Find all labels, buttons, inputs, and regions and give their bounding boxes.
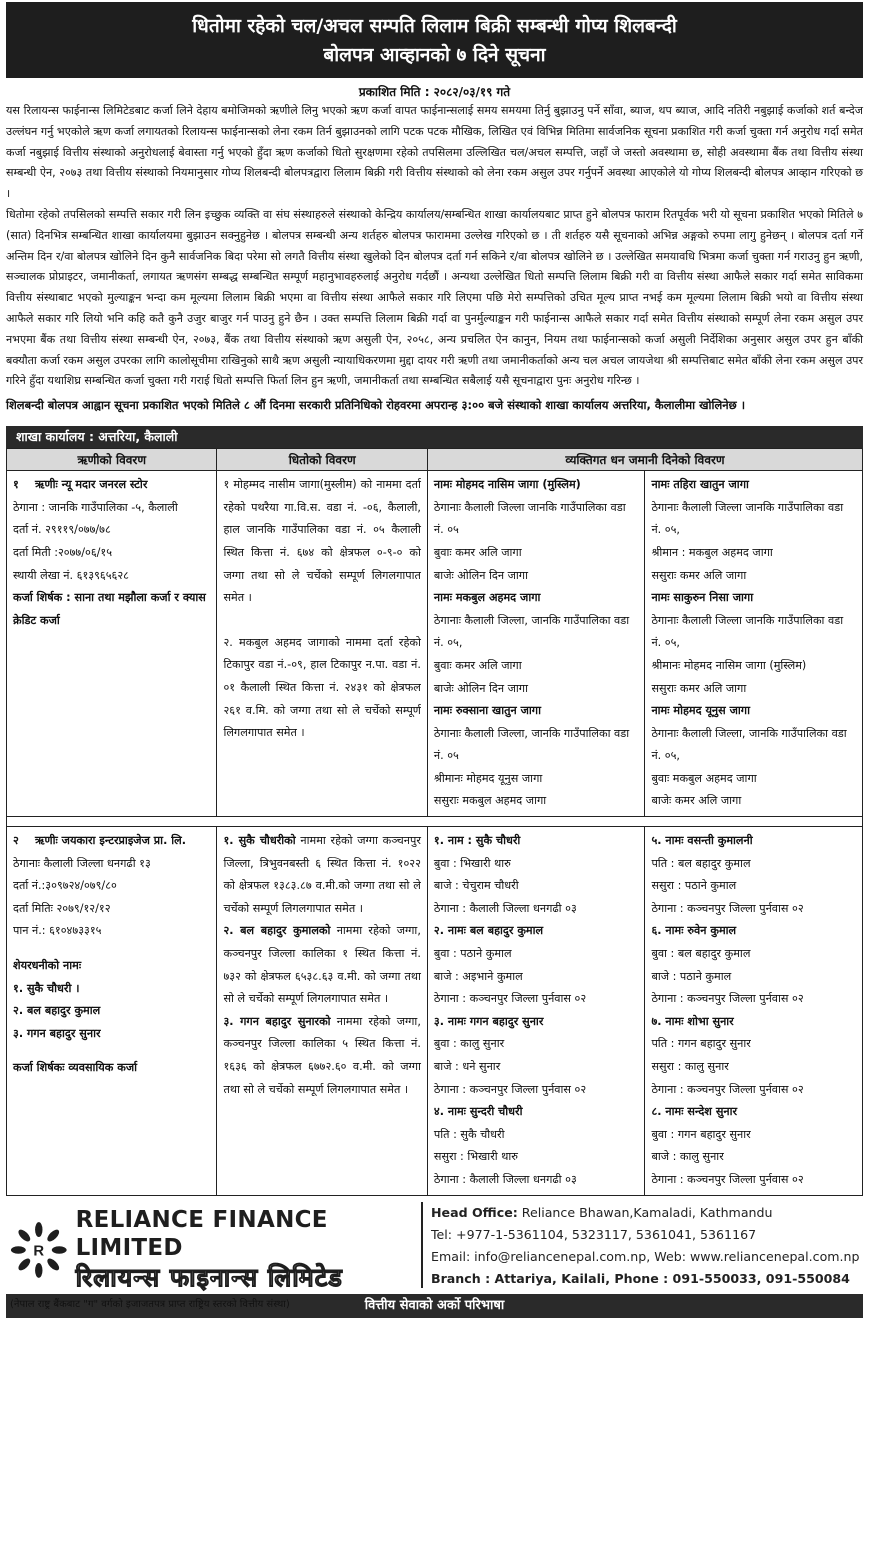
collateral-owner: १. सुकै चौधरीको bbox=[223, 834, 296, 848]
reliance-logo-icon bbox=[10, 1219, 68, 1281]
guarantor-detail: ससुरा : पठाने कुमाल bbox=[651, 879, 737, 893]
collateral-item bbox=[223, 920, 420, 1010]
guarantor-name: नामः मोहमद यूनुस जागा bbox=[651, 704, 750, 718]
guarantor-detail: ठेगाना : कञ्चनपुर जिल्ला पुर्नवास ०२ bbox=[651, 901, 804, 915]
company-name-np: रिलायन्स फाइनान्स लिमिटेड bbox=[75, 1262, 343, 1292]
svg-text:R: R bbox=[33, 1243, 45, 1260]
guarantor-detail: पति : बल बहादुर कुमाल bbox=[651, 856, 751, 870]
borrower-name: ऋणीः जयकारा इन्टरप्राइजेज प्रा. लि. bbox=[35, 834, 186, 848]
collateral-text: नाममा रहेको जग्गा, कञ्चनपुर जिल्ला कालिका ५ स्थित कित्ता नं. १६३६ को क्षेत्रफल ६७७२.६० व.मी. को जग्गा तथा सो ले चर्चेको सम्पूर्ण लिगलगापात समेत । bbox=[223, 1014, 421, 1096]
guarantor-name: ५. नामः वसन्ती कुमालनी bbox=[651, 834, 753, 848]
notice-title-line-2: बोलपत्र आव्हानको ७ दिने सूचना bbox=[323, 44, 546, 66]
email-web: Email: info@reliancenepal.com.np, Web: www.reliancenepal.com.np bbox=[431, 1248, 860, 1264]
notice-paragraph-3: शिलबन्दी बोलपत्र आह्वान सूचना प्रकाशित भएको मितिले ८ औं दिनमा सरकारी प्रतिनिधिको रोहवरमा अपरान्ह ३:०० बजे संस्थाको शाखा कार्यालय अत्तरिया, कैलालीमा खोलिनेछ । bbox=[6, 398, 746, 413]
published-date: प्रकाशित मिति : २०८२/०३/१९ गते bbox=[358, 85, 511, 99]
borrower-pan: स्थायी लेखा नं. ६१३९६५६२८ bbox=[13, 568, 129, 582]
guarantor-name: नामः साकुरुन निसा जागा bbox=[651, 591, 754, 605]
borrower-address: ठेगाना : जानकि गाउँपालिका -५, कैलाली bbox=[13, 500, 178, 514]
guarantor-name: ७. नामः शोभा सुनार bbox=[651, 1014, 734, 1028]
guarantor-detail: ठेगाना : कञ्चनपुर जिल्ला पुर्नवास ०२ bbox=[651, 1082, 804, 1096]
guarantor-detail: बाजेः ओलिन दिन जागा bbox=[433, 681, 529, 695]
collateral-cell-2 bbox=[217, 827, 427, 1196]
guarantor-detail: ठेगाना : कञ्चनपुर जिल्ला पुर्नवास ०२ bbox=[433, 1082, 587, 1096]
guarantor-detail: ठेगानाः कैलाली जिल्ला जानकि गाउँपालिका वडा नं. ०५, bbox=[651, 613, 844, 650]
branch-bar: शाखा कार्यालय : अत्तरिया, कैलाली bbox=[6, 426, 863, 448]
borrower-name: ऋणीः न्यू मदार जनरल स्टोर bbox=[35, 478, 148, 492]
guarantor-detail: बाजे : चेचुराम चौधरी bbox=[433, 879, 519, 893]
guarantor-detail: बुवा : भिखारी थारु bbox=[433, 856, 511, 870]
borrower-cell-2 bbox=[7, 827, 217, 1196]
guarantor-name: २. नामः बल बहादुर कुमाल bbox=[433, 924, 544, 938]
guarantor-detail: ससुराः कमर अलि जागा bbox=[651, 681, 747, 695]
guarantor-detail: ससुरा : कालु सुनार bbox=[651, 1060, 729, 1073]
borrower-cell-1 bbox=[7, 471, 217, 817]
shareholder-item: १. सुकै चौधरी । bbox=[13, 981, 80, 995]
collateral-owner: २. बल बहादुर कुमालको bbox=[223, 924, 331, 938]
borrower-number: २ bbox=[13, 834, 19, 848]
guarantor-detail: बाजे : कालु सुनार bbox=[651, 1150, 724, 1164]
header-borrower: ऋणीको विवरण bbox=[7, 449, 217, 471]
license-note: (नेपाल राष्ट्र बैंकबाट "ग" वर्गको इजाजतपत्र प्राप्त राष्ट्रिय स्तरको वित्तीय संस्था) bbox=[10, 1298, 290, 1310]
borrower-reg-date: दर्ता मिती :२०७७/०६/१५ bbox=[13, 545, 113, 559]
guarantor-detail: बुवा : पठाने कुमाल bbox=[433, 947, 512, 961]
guarantor-detail: बुवाः कमर अलि जागा bbox=[433, 658, 522, 672]
borrower-loan-type: कर्जा शिर्षकः व्यवसायिक कर्जा bbox=[13, 1061, 138, 1075]
guarantor-detail: ठेगाना : कञ्चनपुर जिल्ला पुर्नवास ०२ bbox=[651, 1172, 804, 1186]
guarantor-detail: ससुराः मकबुल अहमद जागा bbox=[433, 794, 547, 808]
guarantor-name: नामः रुक्साना खातुन जागा bbox=[433, 704, 541, 718]
collateral-text: नाममा रहेको जग्गा कञ्चनपुर जिल्ला, त्रिभुवनबस्ती ६ स्थित कित्ता नं. १०२२ को क्षेत्रफल १३८३.८७ व.मी.को जग्गा तथा सो ले चर्चेको सम्पूर्ण लिगलगापात समेत । bbox=[223, 834, 421, 915]
guarantor-detail: ठेगानाः कैलाली जिल्ला जानकि गाउँपालिका वडा नं. ०५, bbox=[651, 500, 844, 537]
borrower-table bbox=[6, 448, 863, 1195]
guarantor-name: ४. नामः सुन्दरी चौधरी bbox=[433, 1105, 523, 1119]
guarantor-detail: ससुरा : भिखारी थारु bbox=[433, 1150, 518, 1164]
collateral-cell-1 bbox=[217, 471, 427, 817]
guarantor-detail: ठेगाना : कञ्चनपुर जिल्ला पुर्नवास ०२ bbox=[433, 992, 587, 1006]
guarantor-cell-right-1 bbox=[645, 471, 863, 817]
notice-paragraph-2: धितोमा रहेको तपसिलको सम्पत्ति सकार गरी लिन इच्छुक व्यक्ति वा संघ संस्थाहरुले संस्थाको केन्द्रिय कार्यालय/सम्बन्धित शाखा कार्यालयबाट प्राप्त हुने बोलपत्र फाराम रितपूर्वक भरी यो सूचना प्रकाशित भएको मितिले ७ (सात) दिनभित्र सम्बन्धित शाखा कार्यालयमा बुझाउन सक्नुहुनेछ । बोलपत्र सम्बन्धी अन्य शर्तहरु बोलपत्र फाराममा उल्लेख गरिएको छ । ती शर्तहरु यसै सूचनाको अभिन्न अङ्गको रुपमा लागु हुनेछन् । बोलपत्र दर्ता गर्ने अन्तिम दिन र/वा बोलपत्र खोलिने दिन कुनै सार्वजनिक बिदा परेमा सो लगतै वित्तीय संस्था खुलेको दिन बोलपत्र दर्ता गर्न सकिने र/वा बोलपत्र खोलिने छ । उल्लेखित समयावधि भित्रमा कर्जा चुक्ता गर्न गराउनु हुन ऋणी, सञ्चालक प्रोप्राइटर, जमानीकर्ता, लगायत ऋणसंग सम्बद्ध सम्बन्धित सम्पूर्ण महानुभावहरुलाई अनुरोध गर्दछौं । अन्यथा उल्लेखित धितो सम्पत्ति लिलाम बिक्री गरी वा वित्तीय संस्था आफैले सकार गर्दा समेत साविकमा वित्तीय संस्थाबाट भएको मुल्याङ्कन भन्दा कम मूल्यमा लिलाम बिक्री भएमा वा वित्तीय संस्था आफैले सकार गरि लिएमा पछि मेरो सम्पत्तिको उचित मूल्य प्राप्त नभई कम मूल्यमा लिलाम बिक्री भयो वा वित्तीय संस्था आफैले सकार गरि लियो भनि कहि कतै कुनै उजुर बाजुर गर्न पाउनु हुने छैन । उक्त सम्पत्ति लिलाम बिक्री गर्दा वा पुनर्मुल्याङ्कन गरी फाईनान्स आफैले सकार गर्दा समेत वित्तीय संस्थाको सम्पूर्ण लेना रकम असुल उपर नभएमा बैंक तथा वित्तीय संस्था सम्बन्धी ऐन, २०७३, बैंक तथा वित्तीय संस्थाको ऋण असुली ऐन, २०५८, अन्य प्रचलित ऐन कानुन, नियम तथा फाईनान्सको कर्जा असुली निर्देशिका अनुसार असुल उपर हुन बाँकी बक्यौता कर्जा रकम असुल उपरका लागि कालोसूचीमा राखिनुको साथै ऋण असुली न्यायाधिकरणमा मुद्दा दायर गरी ऋणी तथा जमानीकर्ताको अन्य चल अचल जायजेथा श्री सम्पत्तिबाट समेत बाँकी लेना रकम असुल उपर गरिने हुँदा यथाशिघ्र सम्बन्धित कर्जा चुक्ता गरी गराई धितो सम्पत्ति फिर्ता लिन हुन ऋणी, जमानीकर्ता तथा सम्बन्धित सबैलाई यसै सूचनाद्वारा पुनः अनुरोध गरिन्छ । bbox=[6, 207, 863, 388]
notice-title-line-1: धितोमा रहेको चल/अचल सम्पति लिलाम बिक्री सम्बन्धी गोप्य शिलबन्दी bbox=[192, 15, 677, 37]
borrower-pan: पान नं.: ६१०४७३३१५ bbox=[13, 924, 102, 938]
head-office-address: Reliance Bhawan,Kamaladi, Kathmandu bbox=[517, 1204, 773, 1220]
guarantor-detail: बुवाः मकबुल अहमद जागा bbox=[651, 771, 757, 785]
collateral-item bbox=[223, 830, 420, 920]
borrower-reg-date: दर्ता मितिः २०७९/१२/१२ bbox=[13, 901, 111, 915]
guarantor-cell-left-1 bbox=[427, 471, 645, 817]
tagline: वित्तीय सेवाको अर्को परिभाषा bbox=[6, 1294, 863, 1318]
shareholders-title: शेयरधनीको नामः bbox=[13, 959, 82, 973]
guarantor-detail: ठेगानाः कैलाली जिल्ला, जानकि गाउँपालिका वडा नं. ०५, bbox=[433, 613, 630, 650]
head-office-label: Head Office: bbox=[431, 1204, 518, 1220]
notice-paragraph-1: यस रिलायन्स फाईनान्स लिमिटेडबाट कर्जा लिने देहाय बमोजिमको ऋणीले लिनु भएको ऋण कर्जा वापत फाईनान्सलाई समय समयमा तिर्नु बुझाउनु पर्ने साँवा, ब्याज, थप ब्याज, आदि नतिरी नबुझाई कर्जाको शर्त बन्देज उल्लंघन गर्नु भएकोले ऋण कर्जा लगायतको रिलायन्स फाईनान्सको लेना रकम तिर्न बुझाउनको लागि पटक पटक मौखिक, लिखित एवं विभिन्न मितिमा सार्वजनिक सूचना प्रकाशित गरी कर्जा चुक्ता गर्न अनुरोध गर्दा समेत कर्जा नबुझाई वित्तीय संस्थाको अनुरोधलाई बेवास्ता गर्नु भएको हुँदा ऋण कर्जाको धितो सुरक्षणमा रहेको तपसिलमा उल्लिखित चल/अचल सम्पत्ति, जहाँ जे जस्तो अवस्थामा छ, सोही अवस्थामा बैंक तथा वित्तीय संस्था सम्बन्धी ऐन, २०७३ तथा वित्तीय संस्थाको नियमानुसार गोप्य शिलबन्दी बोलपत्रद्वारा लिलाम बिक्री गरी वित्तीय संस्थाको को लेना रकम असुल उपर गर्नुपर्ने अवस्था आएकोले यो गोप्य शिलबन्दी बोलपत्र आव्हान गरिएको छ । bbox=[6, 104, 863, 201]
guarantor-detail: बाजे : पठाने कुमाल bbox=[651, 969, 732, 983]
company-name-en: RELIANCE FINANCE LIMITED bbox=[75, 1206, 328, 1261]
borrower-reg-no: दर्ता नं. २९११९/०७७/७८ bbox=[13, 523, 111, 537]
guarantor-detail: ठेगानाः कैलाली जिल्ला, जानकि गाउँपालिका वडा नं. ०५ bbox=[433, 726, 630, 763]
guarantor-name: १. नाम : सुकै चौधरी bbox=[433, 834, 521, 848]
guarantor-detail: ठेगाना : कञ्चनपुर जिल्ला पुर्नवास ०२ bbox=[651, 992, 804, 1006]
guarantor-detail: बुवा : कालु सुनार bbox=[433, 1037, 505, 1051]
guarantor-name: ८. नामः सन्देश सुनार bbox=[651, 1105, 738, 1119]
collateral-item bbox=[223, 1011, 420, 1101]
logo-area bbox=[6, 1202, 421, 1310]
guarantor-detail: ठेगाना : कैलाली जिल्ला धनगढी ०३ bbox=[433, 901, 577, 915]
branch-contact: Branch : Attariya, Kailali, Phone : 091-550033, 091-550084 bbox=[431, 1270, 850, 1286]
guarantor-detail: ठेगाना : कैलाली जिल्ला धनगढी ०३ bbox=[433, 1172, 577, 1186]
guarantor-detail: बाजे : अइभाने कुमाल bbox=[433, 969, 523, 983]
guarantor-detail: बुवा : बल बहादुर कुमाल bbox=[651, 947, 751, 961]
collateral-item: २. मकबुल अहमद जागाको नाममा दर्ता रहेको टिकापुर वडा नं.-०९, हाल टिकापुर न.पा. वडा नं. ०१ कैलाली स्थित कित्ता नं. २४३१ को क्षेत्रफल २६१ व.मि. को जग्गा तथा सो ले चर्चेको सम्पूर्ण लिगलगापात समेत । bbox=[223, 635, 421, 740]
guarantor-detail: श्रीमानः मोहमद नासिम जागा (मुस्लिम) bbox=[651, 658, 807, 672]
guarantor-detail: पति : गगन बहादुर सुनार bbox=[651, 1037, 751, 1051]
collateral-owner: ३. गगन बहादुर सुनारको bbox=[223, 1014, 331, 1028]
shareholder-item: २. बल बहादुर कुमाल bbox=[13, 1004, 101, 1018]
guarantor-detail: श्रीमान : मकबुल अहमद जागा bbox=[651, 545, 773, 559]
collateral-text: नाममा रहेको जग्गा, कञ्चनपुर जिल्ला कालिका १ स्थित कित्ता नं. ७३२ को क्षेत्रफल ६५३८.६३ व.मी. को जग्गा तथा सो ले चर्चेको सम्पूर्ण लिगलगापात समेत । bbox=[223, 924, 421, 1006]
guarantor-name: नामः तहिरा खातुन जागा bbox=[651, 478, 749, 492]
borrower-address: ठेगानाः कैलाली जिल्ला धनगढी १३ bbox=[13, 856, 151, 870]
guarantor-detail: बाजेः कमर अलि जागा bbox=[651, 794, 742, 808]
header-collateral: धितोको विवरण bbox=[217, 449, 427, 471]
contact-info bbox=[421, 1202, 863, 1288]
table-row bbox=[7, 827, 863, 1196]
borrower-loan-type: कर्जा शिर्षक : साना तथा मझौला कर्जा र क्यास क्रेडिट कर्जा bbox=[13, 591, 206, 627]
guarantor-detail: बुवाः कमर अलि जागा bbox=[433, 545, 522, 559]
guarantor-name: नामः मोहमद नासिम जागा (मुस्लिम) bbox=[433, 478, 581, 492]
shareholder-item: ३. गगन बहादुर सुनार bbox=[13, 1026, 101, 1040]
head-office bbox=[431, 1202, 863, 1224]
guarantor-cell-left-2 bbox=[427, 827, 645, 1196]
table-row bbox=[7, 471, 863, 817]
guarantor-detail: ससुराः कमर अलि जागा bbox=[651, 568, 747, 582]
guarantor-detail: पति : सुकै चौधरी bbox=[433, 1127, 505, 1141]
header-guarantor: व्यक्तिगत धन जमानी दिनेको विवरण bbox=[427, 449, 862, 471]
guarantor-detail: बुवा : गगन बहादुर सुनार bbox=[651, 1127, 751, 1141]
collateral-item: १ मोहम्मद नासीम जागा(मुस्लीम) को नाममा दर्ता रहेको पथरैया गा.वि.स. वडा नं. -०६, कैलाली, हाल जानकि गाउँपालिका वडा नं. ०५ कैलाली स्थित कित्ता नं. ६७४ को क्षेत्रफल ०-९-० को जग्गा तथा सो ले चर्चेको सम्पूर्ण लिगलगापात समेत । bbox=[223, 478, 421, 605]
guarantor-detail: ठेगानाः कैलाली जिल्ला जानकि गाउँपालिका वडा नं. ०५ bbox=[433, 500, 626, 537]
guarantor-name: ६. नामः रुवेन कुमाल bbox=[651, 924, 737, 938]
guarantor-name: नामः मकबुल अहमद जागा bbox=[433, 591, 541, 605]
guarantor-detail: श्रीमानः मोहमद यूनुस जागा bbox=[433, 771, 543, 785]
borrower-number: १ bbox=[13, 478, 19, 492]
guarantor-detail: बाजे : धने सुनार bbox=[433, 1060, 501, 1073]
borrower-reg-no: दर्ता नं.:३०९७२४/०७९/८० bbox=[13, 879, 117, 893]
telephone: Tel: +977-1-5361104, 5323117, 5361041, 5361167 bbox=[431, 1226, 757, 1242]
guarantor-detail: ठेगानाः कैलाली जिल्ला, जानकि गाउँपालिका वडा नं. ०५, bbox=[651, 726, 847, 763]
notice-title-box bbox=[6, 2, 863, 78]
guarantor-detail: बाजेः ओलिन दिन जागा bbox=[433, 568, 529, 582]
guarantor-cell-right-2 bbox=[645, 827, 863, 1196]
guarantor-name: ३. नामः गगन बहादुर सुनार bbox=[433, 1014, 544, 1028]
